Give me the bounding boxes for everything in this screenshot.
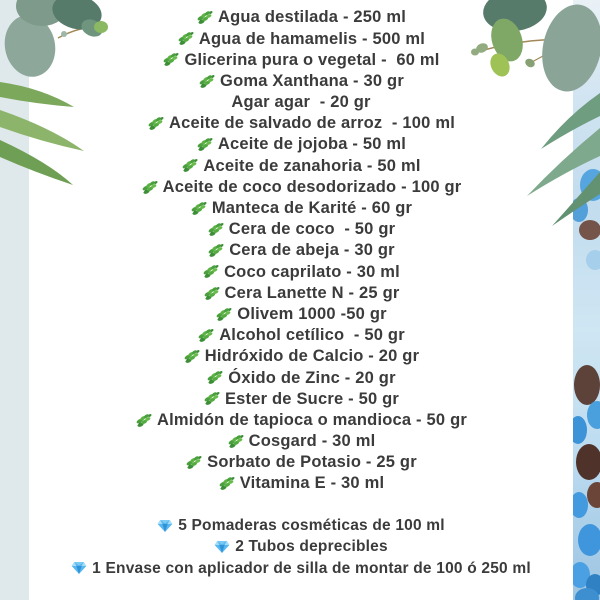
list-item xyxy=(30,7,572,28)
list-item-text: Cosgard - 30 ml xyxy=(248,432,376,451)
list-item xyxy=(30,473,572,494)
containers-list xyxy=(30,515,572,579)
list-item xyxy=(30,515,572,536)
list-item-text: Cera de abeja - 30 gr xyxy=(229,241,395,260)
list-item xyxy=(30,92,572,113)
list-item xyxy=(30,113,572,134)
list-item xyxy=(30,71,572,92)
herb-icon xyxy=(218,475,235,492)
herb-icon xyxy=(207,242,224,259)
list-item-text: 1 Envase con aplicador de silla de montar de 100 ó 250 ml xyxy=(92,559,531,577)
list-item-text: Cera Lanette N - 25 gr xyxy=(224,283,400,302)
list-item xyxy=(30,261,572,282)
list-item-text: Hidróxido de Calcio - 20 gr xyxy=(204,347,420,366)
list-item-text: Ester de Sucre - 50 gr xyxy=(224,389,400,408)
list-item xyxy=(30,346,572,367)
list-item-text: Alcohol cetílico - 50 gr xyxy=(219,326,405,345)
herb-icon xyxy=(202,263,219,280)
gem-icon xyxy=(214,540,230,554)
gem-icon xyxy=(157,519,173,533)
herb-icon xyxy=(162,51,179,68)
list-item xyxy=(30,198,572,219)
list-item-text: Agua de hamamelis - 500 ml xyxy=(198,29,426,48)
list-item-text: Manteca de Karité - 60 gr xyxy=(211,199,413,218)
list-item xyxy=(30,388,572,409)
list-item-text: Olivem 1000 -50 gr xyxy=(237,304,387,323)
list-item xyxy=(30,304,572,325)
list-item xyxy=(30,219,572,240)
list-item-text: Goma Xanthana - 30 gr xyxy=(220,71,404,90)
list-item xyxy=(30,28,572,49)
list-item-text: Coco caprilato - 30 ml xyxy=(224,262,400,281)
herb-icon xyxy=(206,369,223,386)
list-item-text: Almidón de tapioca o mandioca - 50 gr xyxy=(157,410,467,429)
flower-photo-strip xyxy=(573,0,600,600)
herb-icon xyxy=(190,200,207,217)
list-item-text: Agua destilada - 250 ml xyxy=(218,8,406,27)
herb-icon xyxy=(215,306,232,323)
list-item xyxy=(30,452,572,473)
list-item xyxy=(30,325,572,346)
herb-icon xyxy=(227,433,244,450)
herb-icon xyxy=(207,221,224,238)
herb-icon xyxy=(147,115,164,132)
ingredients-list xyxy=(30,7,572,494)
list-item-text: Aceite de jojoba - 50 ml xyxy=(217,135,407,154)
list-item-text: Aceite de coco desodorizado - 100 gr xyxy=(162,177,462,196)
herb-icon xyxy=(203,285,220,302)
list-item xyxy=(30,177,572,198)
list-item-text: Cera de coco - 50 gr xyxy=(228,220,396,239)
list-item xyxy=(30,558,572,579)
left-accent-bar xyxy=(0,0,29,600)
list-item-text: Óxido de Zinc - 20 gr xyxy=(228,368,396,387)
herb-icon xyxy=(197,327,214,344)
content-area xyxy=(30,7,572,579)
list-item xyxy=(30,537,572,558)
herb-icon xyxy=(196,136,213,153)
herb-icon xyxy=(177,30,194,47)
list-item-text: Aceite de salvado de arroz - 100 ml xyxy=(169,114,455,133)
herb-icon xyxy=(135,412,152,429)
herb-icon xyxy=(185,454,202,471)
list-item-text: Glicerina pura o vegetal - 60 ml xyxy=(184,50,440,69)
list-item xyxy=(30,367,572,388)
list-item xyxy=(30,49,572,70)
list-item-text: 5 Pomaderas cosméticas de 100 ml xyxy=(178,517,445,535)
list-item-text: Agar agar - 20 gr xyxy=(231,93,371,112)
herb-icon xyxy=(198,73,215,90)
gem-icon xyxy=(71,561,87,575)
list-item xyxy=(30,155,572,176)
list-item-text: 2 Tubos deprecibles xyxy=(235,538,388,556)
herb-icon xyxy=(183,348,200,365)
herb-icon xyxy=(141,179,158,196)
herb-icon xyxy=(181,157,198,174)
list-item xyxy=(30,410,572,431)
list-item xyxy=(30,134,572,155)
list-item-text: Sorbato de Potasio - 25 gr xyxy=(207,453,417,472)
list-item-text: Vitamina E - 30 ml xyxy=(239,474,385,493)
list-item xyxy=(30,282,572,303)
herb-icon xyxy=(196,9,213,26)
list-item xyxy=(30,431,572,452)
list-item xyxy=(30,240,572,261)
herb-icon xyxy=(203,390,220,407)
list-item-text: Aceite de zanahoria - 50 ml xyxy=(203,156,421,175)
